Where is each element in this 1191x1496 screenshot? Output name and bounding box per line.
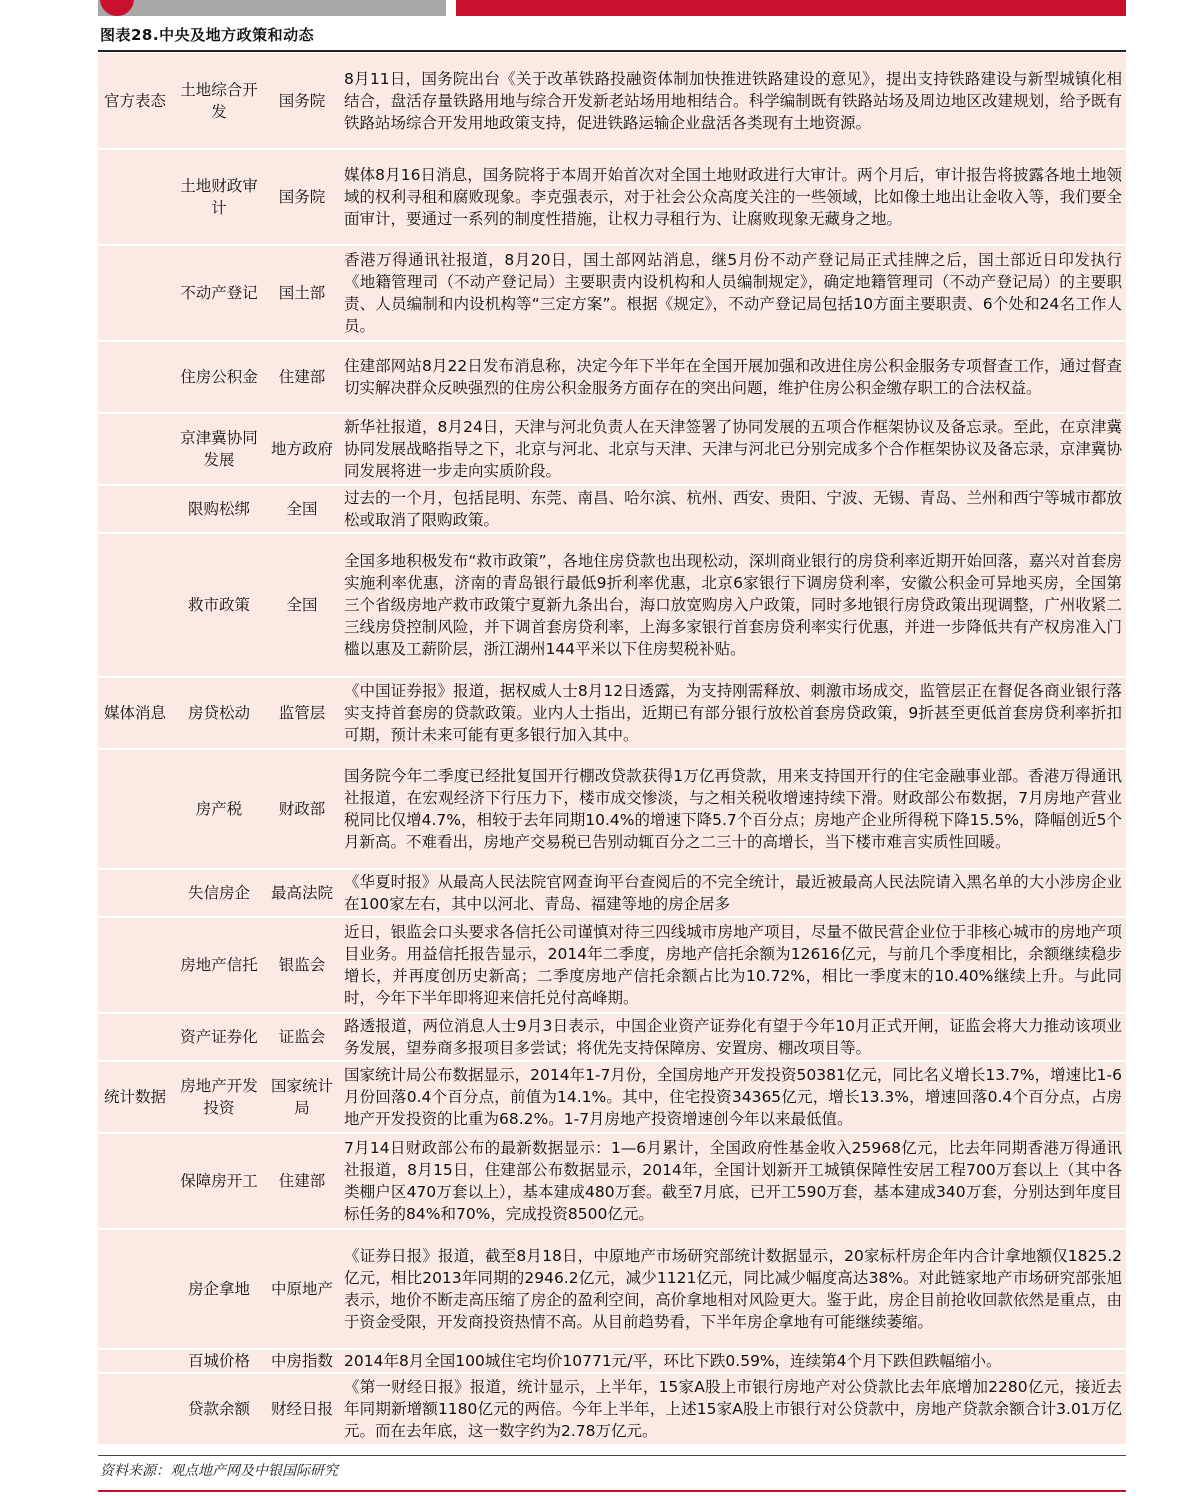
- table-row: [98, 341, 1126, 413]
- category-cell: [98, 413, 172, 485]
- content-cell: 《华夏时报》从最高人民法院官网查询平台查阅后的不完全统计，最近被最高人民法院请入黑名单的大小涉房企业在100家左右，其中以河北、青岛、福建等地的房企居多: [338, 869, 1126, 917]
- source-cell: 中房指数: [266, 1349, 338, 1373]
- source-cell: 监管层: [266, 677, 338, 749]
- source-cell: 国家统计局: [266, 1061, 338, 1133]
- source-note: 资料来源：观点地产网及中银国际研究: [100, 1463, 338, 1479]
- table-row: [98, 1013, 1126, 1061]
- topic-cell: 土地财政审计: [172, 149, 266, 245]
- source-cell: 国土部: [266, 245, 338, 341]
- topic-cell: 房地产信托: [172, 917, 266, 1013]
- topic-cell: 保障房开工: [172, 1133, 266, 1229]
- topic-cell: 不动产登记: [172, 245, 266, 341]
- category-cell: [98, 749, 172, 869]
- content-cell: 香港万得通讯社报道，8月20日，国土部网站消息，继5月份不动产登记局正式挂牌之后，国土部近日印发执行《地籍管理司（不动产登记局）主要职责内设机构和人员编制规定》，确定地籍管理司（不动产登记局）的主要职责、人员编制和内设机构等“三定方案”。根据《规定》，不动产登记局包括10方面主要职责、6个处和24名工作人员。: [338, 245, 1126, 341]
- table-row: [98, 245, 1126, 341]
- content-cell: 国务院今年二季度已经批复国开行棚改贷款获得1万亿再贷款，用来支持国开行的住宅金融事业部。香港万得通讯社报道，在宏观经济下行压力下，楼市成交惨淡，与之相关税收增速持续下滑。财政部公布数据，7月房地产营业税同比仅增4.7%，相较于去年同期10.4%的增速下降5.7个百分点；房地产企业所得税下降15.5%，降幅创近5个月新高。不难看出，房地产交易税已告别动辄百分之二三十的高增长，当下楼市难言实质性回暖。: [338, 749, 1126, 869]
- table-row: [98, 869, 1126, 917]
- topic-cell: 住房公积金: [172, 341, 266, 413]
- content-cell: 住建部网站8月22日发布消息称，决定今年下半年在全国开展加强和改进住房公积金服务专项督查工作，通过督查切实解决群众反映强烈的住房公积金服务方面存在的突出问题，维护住房公积金缴存职工的合法权益。: [338, 341, 1126, 413]
- category-cell: 官方表态: [98, 53, 172, 149]
- content-cell: 新华社报道，8月24日，天津与河北负责人在天津签署了协同发展的五项合作框架协议及备忘录。至此，在京津冀协同发展战略指导之下，北京与河北、北京与天津、天津与河北已分别完成多个合作框架协议及备忘录，京津冀协同发展将进一步走向实质阶段。: [338, 413, 1126, 485]
- topic-cell: 京津冀协同发展: [172, 413, 266, 485]
- policy-table: [98, 53, 1126, 1446]
- category-cell: [98, 533, 172, 677]
- category-cell: [98, 149, 172, 245]
- page-title: 图表28.中央及地方政策和动态: [100, 26, 315, 44]
- table-row: [98, 1349, 1126, 1373]
- topic-cell: 房企拿地: [172, 1229, 266, 1349]
- content-cell: 近日，银监会口头要求各信托公司谨慎对待三四线城市房地产项目，尽量不做民营企业位于非核心城市的房地产项目业务。用益信托报告显示，2014年二季度，房地产信托余额为12616亿元，与前几个季度相比，余额继续稳步增长，并再度创历史新高；二季度房地产信托余额占比为10.72%，相比一季度末的10.40%继续上升。与此同时，今年下半年即将迎来信托兑付高峰期。: [338, 917, 1126, 1013]
- topic-cell: 限购松绑: [172, 485, 266, 533]
- source-cell: 国务院: [266, 53, 338, 149]
- title-divider: [98, 50, 1126, 52]
- content-cell: 路透报道，两位消息人士9月3日表示，中国企业资产证券化有望于今年10月正式开闸，证监会将大力推动该项业务发展，望券商多报项目多尝试；将优先支持保障房、安置房、棚改项目等。: [338, 1013, 1126, 1061]
- source-cell: 最高法院: [266, 869, 338, 917]
- topic-cell: 资产证券化: [172, 1013, 266, 1061]
- content-cell: 8月11日，国务院出台《关于改革铁路投融资体制加快推进铁路建设的意见》，提出支持铁路建设与新型城镇化相结合，盘活存量铁路用地与综合开发新老站场用地相结合。科学编制既有铁路站场及周边地区改建规划，给予既有铁路站场综合开发用地政策支持，促进铁路运输企业盘活各类现有土地资源。: [338, 53, 1126, 149]
- content-cell: 7月14日财政部公布的最新数据显示：1—6月累计，全国政府性基金收入25968亿元，比去年同期香港万得通讯社报道，8月15日，住建部公布数据显示，2014年，全国计划新开工城镇保障性安居工程700万套以上（其中各类棚户区470万套以上），基本建成480万套。截至7月底，已开工590万套，基本建成340万套，分别达到年度目标任务的84%和70%，完成投资8500亿元。: [338, 1133, 1126, 1229]
- category-cell: [98, 485, 172, 533]
- category-cell: [98, 1013, 172, 1061]
- content-cell: 《第一财经日报》报道，统计显示，上半年，15家A股上市银行房地产对公贷款比去年底增加2280亿元，接近去年同期新增额1180亿元的两倍。今年上半年，上述15家A股上市银行对公贷款中，房地产贷款余额合计3.01万亿元。而在去年底，这一数字约为2.78万亿元。: [338, 1373, 1126, 1445]
- category-cell: [98, 1133, 172, 1229]
- topic-cell: 房地产开发投资: [172, 1061, 266, 1133]
- table-row: [98, 53, 1126, 149]
- content-cell: 全国多地积极发布“救市政策”，各地住房贷款也出现松动，深圳商业银行的房贷利率近期开始回落，嘉兴对首套房实施利率优惠，济南的青岛银行最低9折利率优惠，北京6家银行下调房贷利率，安徽公积金可异地买房，全国第三个省级房地产救市政策宁夏新九条出台，海口放宽购房入户政策，同时多地银行房贷政策出现调整，广州收紧二三线房贷控制风险，并下调首套房贷利率，上海多家银行首套房贷利率实行优惠，并进一步降低共有产权房准入门槛以惠及工薪阶层，浙江湖州144平米以下住房契税补贴。: [338, 533, 1126, 677]
- source-cell: 国务院: [266, 149, 338, 245]
- table-row: [98, 533, 1126, 677]
- table-row: [98, 917, 1126, 1013]
- source-cell: 全国: [266, 533, 338, 677]
- source-cell: 财经日报: [266, 1373, 338, 1445]
- category-cell: [98, 917, 172, 1013]
- table-row: [98, 1061, 1126, 1133]
- table-row: [98, 149, 1126, 245]
- topic-cell: 房产税: [172, 749, 266, 869]
- source-cell: 住建部: [266, 1133, 338, 1229]
- topic-cell: 百城价格: [172, 1349, 266, 1373]
- table-row: [98, 677, 1126, 749]
- content-cell: 《中国证券报》报道，据权威人士8月12日透露，为支持刚需释放、刺激市场成交，监管层正在督促各商业银行落实支持首套房的贷款政策。业内人士指出，近期已有部分银行放松首套房贷政策，9折甚至更低首套房贷利率折扣可期，预计未来可能有更多银行加入其中。: [338, 677, 1126, 749]
- source-divider: [98, 1455, 1126, 1456]
- content-cell: 《证券日报》报道，截至8月18日，中原地产市场研究部统计数据显示，20家标杆房企年内合计拿地额仅1825.2亿元，相比2013年同期的2946.2亿元，减少1121亿元，同比减少幅度高达38%。对此链家地产市场研究部张旭表示，地价不断走高压缩了房企的盈利空间，高价拿地相对风险更大。鉴于此，房企目前抢收回款依然是重点，由于资金受限，开发商投资热情不高。从目前趋势看，下半年房企拿地有可能继续萎缩。: [338, 1229, 1126, 1349]
- category-cell: [98, 341, 172, 413]
- topic-cell: 土地综合开发: [172, 53, 266, 149]
- top-red-bar: [456, 0, 1126, 16]
- category-cell: 统计数据: [98, 1061, 172, 1133]
- content-cell: 2014年8月全国100城住宅均价10771元/平，环比下跌0.59%，连续第4个月下跌但跌幅缩小。: [338, 1349, 1126, 1373]
- topic-cell: 贷款余额: [172, 1373, 266, 1445]
- content-cell: 国家统计局公布数据显示，2014年1-7月份，全国房地产开发投资50381亿元，同比名义增长13.7%，增速比1-6月份回落0.4个百分点，前值为14.1%。其中，住宅投资34365亿元，增长13.3%，增速回落0.4个百分点，占房地产开发投资的比重为68.2%。1-7月房地产投资增速创今年以来最低值。: [338, 1061, 1126, 1133]
- topic-cell: 失信房企: [172, 869, 266, 917]
- table-row: [98, 485, 1126, 533]
- category-cell: [98, 245, 172, 341]
- content-cell: 过去的一个月，包括昆明、东莞、南昌、哈尔滨、杭州、西安、贵阳、宁波、无锡、青岛、兰州和西宁等城市都放松或取消了限购政策。: [338, 485, 1126, 533]
- topic-cell: 救市政策: [172, 533, 266, 677]
- content-cell: 媒体8月16日消息，国务院将于本周开始首次对全国土地财政进行大审计。两个月后，审计报告将披露各地土地领域的权利寻租和腐败现象。李克强表示，对于社会公众高度关注的一些领域，比如像土地出让金收入等，我们要全面审计，要通过一系列的制度性措施，让权力寻租行为、让腐败现象无藏身之地。: [338, 149, 1126, 245]
- bottom-red-line: [98, 1490, 1126, 1492]
- table-row: [98, 1133, 1126, 1229]
- source-cell: 住建部: [266, 341, 338, 413]
- source-cell: 财政部: [266, 749, 338, 869]
- source-cell: 银监会: [266, 917, 338, 1013]
- category-cell: [98, 1229, 172, 1349]
- table-row: [98, 1229, 1126, 1349]
- source-cell: 证监会: [266, 1013, 338, 1061]
- category-cell: [98, 869, 172, 917]
- source-cell: 全国: [266, 485, 338, 533]
- source-cell: 中原地产: [266, 1229, 338, 1349]
- category-cell: 媒体消息: [98, 677, 172, 749]
- table-row: [98, 749, 1126, 869]
- category-cell: [98, 1373, 172, 1445]
- category-cell: [98, 1349, 172, 1373]
- table-row: [98, 413, 1126, 485]
- table-row: [98, 1373, 1126, 1445]
- top-gray-bar: [98, 0, 446, 16]
- source-cell: 地方政府: [266, 413, 338, 485]
- topic-cell: 房贷松动: [172, 677, 266, 749]
